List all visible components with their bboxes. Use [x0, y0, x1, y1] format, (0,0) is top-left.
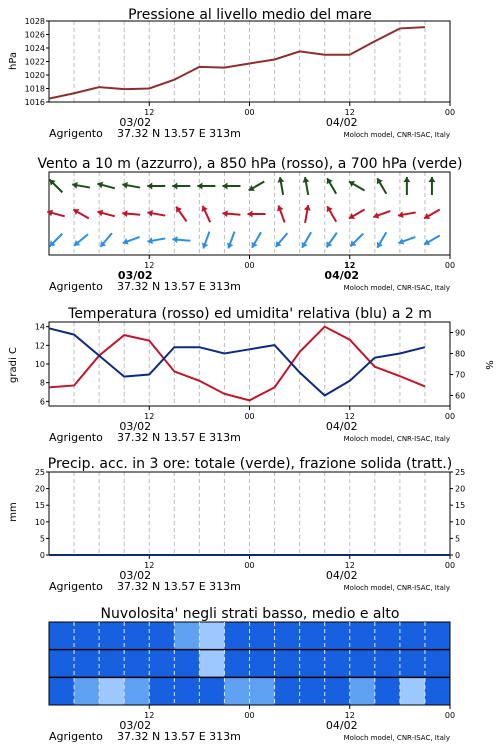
x-tick-label: 00: [244, 412, 255, 421]
cloud-cell: [49, 650, 75, 678]
y-tick-label: 1020: [24, 71, 45, 80]
y-tick-label-right: 20: [455, 484, 466, 494]
cloud-cell: [375, 677, 401, 705]
wind-arrow: [50, 234, 63, 247]
cloud-cell: [425, 677, 451, 705]
cloud-cell: [74, 622, 100, 650]
x-tick-label: 00: [244, 261, 255, 270]
date-label: 03/02: [119, 719, 152, 732]
y-tick-label: 1016: [24, 98, 45, 107]
coords-label: 37.32 N 13.57 E 313m: [117, 431, 241, 444]
temp-title: Temperatura (rosso) ed umidita' relativa (blu) a 2 m: [68, 306, 432, 322]
y-tick-label-right: 0: [455, 551, 461, 560]
cloud-cell: [124, 650, 150, 678]
x-tick-label: 12: [144, 108, 155, 117]
x-tick-label: 12: [344, 261, 356, 270]
wind-arrow-head: [428, 177, 435, 182]
temp-ylabel: gradi C: [8, 347, 19, 383]
wind-arrow-head: [172, 236, 177, 243]
x-tick-label: 00: [244, 561, 255, 570]
x-tick-label: 12: [344, 711, 355, 720]
wind-arrow-head: [222, 210, 227, 217]
x-tick-label: 12: [144, 412, 155, 421]
location-label: Agrigento: [49, 280, 103, 293]
wind-arrow: [377, 232, 387, 248]
date-label: 04/02: [325, 420, 358, 433]
cloud-cell: [174, 622, 200, 650]
pressure-title: Pressione al livello medio del mare: [128, 7, 372, 23]
x-tick-label: 00: [444, 711, 456, 720]
wind-arrow: [327, 233, 337, 248]
wind-arrow: [277, 177, 284, 195]
wind-arrow: [73, 209, 89, 219]
date-label: 04/02: [324, 269, 360, 282]
date-label: 03/02: [119, 569, 152, 582]
y-tick-label-right: 60: [455, 391, 466, 401]
wind-arrow: [398, 211, 416, 218]
y-tick-label: 1028: [24, 17, 45, 26]
date-label: 03/02: [117, 269, 153, 282]
wind-arrow: [222, 183, 240, 190]
x-tick-label: 00: [444, 108, 456, 117]
cloud-cell: [124, 677, 150, 705]
y-tick-label-right: 90: [455, 328, 466, 338]
cloud-cell: [49, 622, 75, 650]
credit-label: Moloch model, CNR-ISAC, Italy: [343, 435, 450, 443]
x-tick-label: 12: [344, 108, 355, 117]
precip-title: Precip. acc. in 3 ore: totale (verde), frazione solida (tratt.): [47, 456, 453, 472]
precip-plot: [35, 468, 465, 593]
y-tick-label: 0: [39, 551, 45, 560]
cloud-cell: [250, 677, 276, 705]
date-label: 03/02: [119, 116, 152, 129]
pressure-line: [49, 27, 425, 99]
y-tick-label: 12: [34, 341, 45, 351]
wind-arrow-head: [122, 210, 127, 217]
wind-arrow: [304, 205, 311, 223]
cloud-cell: [300, 677, 326, 705]
cloud-cell: [300, 650, 326, 678]
wind-arrow: [202, 232, 210, 249]
x-tick-label: 00: [244, 108, 255, 117]
cloud-cell: [400, 622, 426, 650]
cloud-cell: [99, 677, 125, 705]
cloud-cell: [350, 650, 376, 678]
cloud-cell: [350, 622, 376, 650]
cloud-cell: [325, 622, 351, 650]
wind-arrow: [349, 181, 365, 191]
location-label: Agrigento: [49, 580, 103, 593]
wind-arrow: [377, 178, 387, 194]
x-tick-label: 00: [444, 261, 456, 270]
cloud-cell: [375, 622, 401, 650]
wind-arrow: [147, 237, 165, 244]
y-tick-label: 1022: [24, 57, 45, 67]
cloud-cell: [224, 650, 250, 678]
cloud-cell: [400, 650, 426, 678]
location-label: Agrigento: [49, 127, 103, 140]
y-tick-label-right: 25: [455, 468, 466, 477]
wind-arrow: [327, 178, 337, 194]
x-tick-label: 00: [244, 711, 255, 720]
y-tick-label: 5: [39, 534, 45, 544]
y-tick-label: 8: [39, 378, 45, 388]
pressure-ylabel: hPa: [8, 51, 19, 71]
wind-arrow: [97, 210, 114, 217]
cloud-cell: [149, 677, 175, 705]
coords-label: 37.32 N 13.57 E 313m: [117, 280, 241, 293]
cloud-cell: [275, 622, 301, 650]
wind-arrow: [97, 182, 114, 189]
cloud-cell: [224, 677, 250, 705]
cloud-cell: [199, 650, 225, 678]
wind-arrow: [72, 182, 90, 189]
wind-arrow: [147, 183, 165, 190]
x-tick-label: 00: [444, 412, 456, 421]
date-label: 04/02: [325, 569, 358, 582]
cloud-cell: [300, 622, 326, 650]
pressure-panel: [8, 7, 455, 140]
coords-label: 37.32 N 13.57 E 313m: [117, 580, 241, 593]
location-label: Agrigento: [49, 730, 103, 743]
wind-arrow: [424, 210, 440, 220]
wind-arrow: [349, 210, 365, 220]
y-tick-label-right: 70: [455, 370, 466, 380]
cloud-plot: [49, 622, 455, 743]
coords-label: 37.32 N 13.57 E 313m: [117, 127, 241, 140]
precip-panel: [8, 456, 465, 593]
wind-arrow: [172, 236, 190, 243]
cloud-cell: [199, 622, 225, 650]
cloud-cell: [250, 622, 276, 650]
cloud-cell: [400, 677, 426, 705]
x-tick-label: 12: [344, 412, 355, 421]
cloud-cell: [250, 650, 276, 678]
y-tick-label: 15: [34, 501, 45, 511]
credit-label: Moloch model, CNR-ISAC, Italy: [343, 131, 450, 139]
cloud-cell: [275, 677, 301, 705]
y-tick-label: 1026: [24, 30, 45, 40]
credit-label: Moloch model, CNR-ISAC, Italy: [343, 584, 450, 592]
y-tick-label: 1018: [24, 84, 45, 94]
wind-arrow: [302, 177, 309, 195]
wind-arrow: [123, 237, 140, 245]
x-tick-label: 12: [144, 561, 155, 570]
wind-arrow: [403, 177, 410, 195]
wind-arrow: [248, 211, 266, 218]
cloud-cell: [199, 677, 225, 705]
wind-arrow: [373, 211, 390, 219]
cloud-cell: [174, 677, 200, 705]
wind-arrow: [47, 210, 64, 217]
cloud-cell: [425, 622, 451, 650]
pressure-plot: [25, 17, 455, 140]
y-tick-label-right: 80: [455, 349, 466, 359]
cloud-cell: [74, 677, 100, 705]
y-tick-label: 6: [39, 397, 45, 407]
wind-arrow: [277, 206, 285, 223]
cloud-cell: [325, 677, 351, 705]
cloud-cell: [74, 650, 100, 678]
y-tick-label: 10: [34, 517, 45, 527]
cloud-cell: [99, 622, 125, 650]
wind-panel: [37, 156, 462, 293]
wind-arrow: [350, 234, 363, 247]
humidity-ylabel: %: [483, 360, 494, 370]
y-tick-label-right: 5: [455, 534, 461, 544]
cloud-cell: [174, 650, 200, 678]
credit-label: Moloch model, CNR-ISAC, Italy: [343, 734, 450, 742]
y-tick-label-right: 15: [455, 501, 466, 511]
cloud-cell: [49, 677, 75, 705]
cloud-cell: [325, 650, 351, 678]
x-tick-label: 12: [144, 711, 155, 720]
cloud-panel: [49, 606, 455, 743]
y-tick-label: 14: [34, 322, 45, 332]
cloud-cell: [149, 650, 175, 678]
temp-plot: [35, 322, 465, 444]
y-tick-label: 20: [34, 484, 45, 494]
cloud-cell: [425, 650, 451, 678]
cloud-cell: [124, 622, 150, 650]
wind-arrow: [74, 234, 88, 246]
cloud-cell: [275, 650, 301, 678]
y-tick-label-right: 10: [455, 517, 466, 527]
humidity-line: [49, 328, 425, 395]
wind-arrow: [428, 177, 435, 195]
precip-ylabel: mm: [8, 502, 19, 522]
wind-arrow: [251, 232, 261, 248]
wind-arrow: [276, 233, 288, 247]
temp-panel: [8, 306, 494, 444]
date-label: 04/02: [325, 116, 358, 129]
wind-arrow: [249, 182, 265, 192]
wind-plot: [47, 172, 455, 293]
wind-arrow-head: [403, 177, 410, 182]
cloud-cell: [149, 622, 175, 650]
cloud-cell: [350, 677, 376, 705]
coords-label: 37.32 N 13.57 E 313m: [117, 730, 241, 743]
x-tick-label: 12: [344, 561, 355, 570]
wind-arrow: [222, 210, 240, 217]
wind-arrow: [122, 182, 140, 189]
wind-arrow: [172, 183, 190, 190]
wind-arrow: [197, 183, 215, 190]
wind-arrow: [176, 207, 186, 222]
cloud-cell: [375, 650, 401, 678]
wind-arrow: [398, 237, 415, 245]
wind-arrow: [122, 210, 140, 217]
wind-arrow: [100, 233, 112, 247]
cloud-cell: [224, 622, 250, 650]
wind-arrow: [147, 210, 165, 217]
location-label: Agrigento: [49, 431, 103, 444]
wind-arrow: [227, 232, 235, 249]
cloud-title: Nuvolosita' negli strati basso, medio e alto: [100, 606, 400, 622]
wind-arrow: [327, 206, 337, 222]
y-tick-label: 1024: [24, 44, 45, 53]
x-tick-label: 12: [144, 261, 155, 270]
y-tick-label: 10: [34, 360, 45, 369]
date-label: 03/02: [119, 420, 152, 433]
x-tick-label: 00: [444, 561, 456, 570]
wind-arrow: [424, 236, 440, 246]
wind-arrow: [50, 180, 63, 193]
credit-label: Moloch model, CNR-ISAC, Italy: [343, 284, 450, 292]
wind-arrow: [202, 206, 211, 222]
date-label: 04/02: [325, 719, 358, 732]
y-tick-label: 25: [34, 468, 45, 477]
wind-title: Vento a 10 m (azzurro), a 850 hPa (rosso), a 700 hPa (verde): [37, 156, 463, 172]
wind-arrow: [302, 232, 312, 248]
cloud-cell: [99, 650, 125, 678]
